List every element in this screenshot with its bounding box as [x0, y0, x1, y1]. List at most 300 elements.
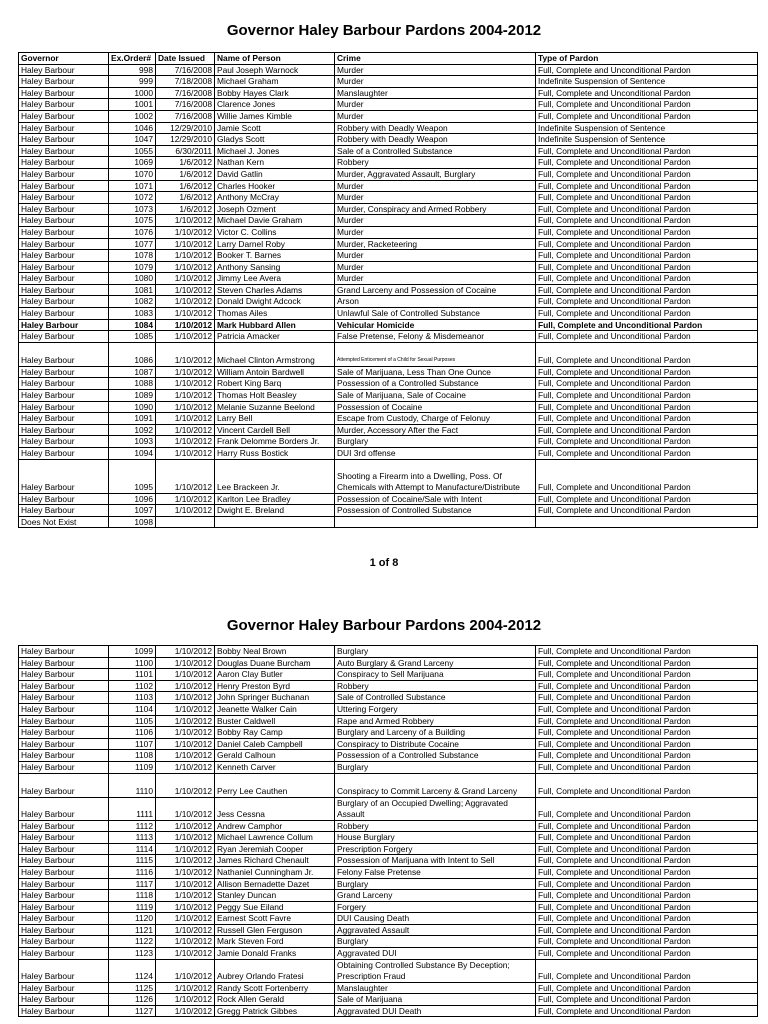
date-issued-cell: 1/10/2012	[156, 680, 215, 692]
crime-cell: Murder	[335, 180, 536, 192]
date-issued-cell: 1/10/2012	[156, 750, 215, 762]
pardon-type-cell: Full, Complete and Unconditional Pardon	[536, 157, 758, 169]
date-issued-cell: 1/10/2012	[156, 832, 215, 844]
order-number-cell: 1071	[109, 180, 156, 192]
order-number-cell: 1116	[109, 866, 156, 878]
person-name-cell: Karlton Lee Bradley	[215, 493, 335, 505]
date-issued-cell: 6/30/2011	[156, 145, 215, 157]
person-name-cell: Jimmy Lee Avera	[215, 273, 335, 285]
table-row	[19, 727, 758, 739]
governor-cell: Haley Barbour	[19, 680, 109, 692]
date-issued-cell: 1/10/2012	[156, 308, 215, 320]
date-issued-cell: 1/10/2012	[156, 901, 215, 913]
date-issued-cell: 1/10/2012	[156, 866, 215, 878]
pardon-type-cell: Full, Complete and Unconditional Pardon	[536, 959, 758, 982]
table-row	[19, 203, 758, 215]
person-name-cell: Bobby Ray Camp	[215, 727, 335, 739]
governor-cell: Haley Barbour	[19, 342, 109, 366]
table-row	[19, 413, 758, 425]
person-name-cell: Peggy Sue Eiland	[215, 901, 335, 913]
governor-cell: Haley Barbour	[19, 273, 109, 285]
order-number-cell: 1087	[109, 366, 156, 378]
table-row	[19, 516, 758, 528]
crime-cell: Felony False Pretense	[335, 866, 536, 878]
person-name-cell: David Gatlin	[215, 168, 335, 180]
person-name-cell: Perry Lee Cauthen	[215, 773, 335, 797]
person-name-cell: Rock Allen Gerald	[215, 994, 335, 1006]
order-number-cell: 1117	[109, 878, 156, 890]
pardon-type-cell: Full, Complete and Unconditional Pardon	[536, 820, 758, 832]
table-row	[19, 366, 758, 378]
person-name-cell: Gregg Patrick Gibbes	[215, 1005, 335, 1017]
crime-cell: DUI 3rd offense	[335, 448, 536, 460]
date-issued-cell: 7/16/2008	[156, 87, 215, 99]
governor-cell: Haley Barbour	[19, 948, 109, 960]
governor-cell: Haley Barbour	[19, 308, 109, 320]
crime-cell: Murder	[335, 226, 536, 238]
table-row	[19, 215, 758, 227]
order-number-cell: 1090	[109, 401, 156, 413]
order-number-cell: 1097	[109, 505, 156, 517]
order-number-cell: 1078	[109, 250, 156, 262]
person-name-cell: Michael Lawrence Collum	[215, 832, 335, 844]
person-name-cell: Jeanette Walker Cain	[215, 703, 335, 715]
order-number-cell: 1123	[109, 948, 156, 960]
date-issued-cell: 1/10/2012	[156, 296, 215, 308]
crime-cell: Sale of Controlled Substance	[335, 692, 536, 704]
crime-cell: Possession of Cocaine	[335, 401, 536, 413]
person-name-cell: Russell Glen Ferguson	[215, 924, 335, 936]
governor-cell: Haley Barbour	[19, 855, 109, 867]
governor-cell: Haley Barbour	[19, 959, 109, 982]
crime-cell: Robbery with Deadly Weapon	[335, 134, 536, 146]
governor-cell: Haley Barbour	[19, 750, 109, 762]
person-name-cell: John Springer Buchanan	[215, 692, 335, 704]
table-row	[19, 296, 758, 308]
governor-cell: Haley Barbour	[19, 692, 109, 704]
table-row	[19, 715, 758, 727]
governor-cell: Haley Barbour	[19, 180, 109, 192]
pardon-type-cell: Full, Complete and Unconditional Pardon	[536, 797, 758, 820]
date-issued-cell: 1/10/2012	[156, 727, 215, 739]
crime-cell: Murder	[335, 64, 536, 76]
order-number-cell: 1105	[109, 715, 156, 727]
governor-cell: Haley Barbour	[19, 284, 109, 296]
crime-cell: Murder	[335, 215, 536, 227]
crime-cell: Attempted Enticement of a Child for Sexual Purposes	[335, 342, 536, 366]
crime-cell: Manslaughter	[335, 87, 536, 99]
crime-cell: Sale of a Controlled Substance	[335, 145, 536, 157]
person-name-cell: Patricia Amacker	[215, 331, 335, 343]
governor-cell: Haley Barbour	[19, 436, 109, 448]
order-number-cell: 1113	[109, 832, 156, 844]
table-row	[19, 134, 758, 146]
order-number-cell: 1075	[109, 215, 156, 227]
person-name-cell: Dwight E. Breland	[215, 505, 335, 517]
governor-cell: Haley Barbour	[19, 936, 109, 948]
pardon-type-cell: Full, Complete and Unconditional Pardon	[536, 238, 758, 250]
order-number-cell: 1047	[109, 134, 156, 146]
person-name-cell: Jamie Donald Franks	[215, 948, 335, 960]
governor-cell: Haley Barbour	[19, 646, 109, 658]
pardon-type-cell: Full, Complete and Unconditional Pardon	[536, 982, 758, 994]
pardons-table-page-2	[18, 645, 758, 1017]
pardon-type-cell: Indefinite Suspension of Sentence	[536, 134, 758, 146]
crime-cell: Possession of Controlled Substance	[335, 505, 536, 517]
person-name-cell: Douglas Duane Burcham	[215, 657, 335, 669]
table-row	[19, 1005, 758, 1017]
pardon-type-cell: Full, Complete and Unconditional Pardon	[536, 110, 758, 122]
date-issued-cell: 1/10/2012	[156, 448, 215, 460]
crime-cell: Possession of a Controlled Substance	[335, 750, 536, 762]
crime-cell: Murder	[335, 273, 536, 285]
person-name-cell: Earnest Scott Favre	[215, 913, 335, 925]
table-row	[19, 459, 758, 493]
person-name-cell: Jess Cessna	[215, 797, 335, 820]
person-name-cell: Joseph Ozment	[215, 203, 335, 215]
order-number-cell: 1104	[109, 703, 156, 715]
date-issued-cell: 1/10/2012	[156, 761, 215, 773]
governor-cell: Haley Barbour	[19, 261, 109, 273]
date-issued-cell: 1/10/2012	[156, 342, 215, 366]
pardon-type-cell: Full, Complete and Unconditional Pardon	[536, 761, 758, 773]
crime-cell: Arson	[335, 296, 536, 308]
pardon-type-cell: Full, Complete and Unconditional Pardon	[536, 855, 758, 867]
order-number-cell: 1112	[109, 820, 156, 832]
person-name-cell: Booker T. Barnes	[215, 250, 335, 262]
pardon-type-cell: Full, Complete and Unconditional Pardon	[536, 413, 758, 425]
person-name-cell: Michael Davie Graham	[215, 215, 335, 227]
date-issued-cell: 1/10/2012	[156, 319, 215, 331]
order-number-cell: 1081	[109, 284, 156, 296]
person-name-cell: Victor C. Collins	[215, 226, 335, 238]
person-name-cell: Kenneth Carver	[215, 761, 335, 773]
crime-cell: Robbery with Deadly Weapon	[335, 122, 536, 134]
pardon-type-cell: Full, Complete and Unconditional Pardon	[536, 866, 758, 878]
governor-cell: Haley Barbour	[19, 99, 109, 111]
person-name-cell: Aaron Clay Butler	[215, 669, 335, 681]
table-row	[19, 192, 758, 204]
person-name-cell: Michael Graham	[215, 76, 335, 88]
order-number-cell: 1076	[109, 226, 156, 238]
order-number-cell: 1125	[109, 982, 156, 994]
crime-cell: Murder	[335, 76, 536, 88]
table-row	[19, 284, 758, 296]
governor-cell: Haley Barbour	[19, 832, 109, 844]
crime-cell: Burglary of an Occupied Dwelling; Aggravated Assault	[335, 797, 536, 820]
order-number-cell: 1103	[109, 692, 156, 704]
person-name-cell: Mark Steven Ford	[215, 936, 335, 948]
crime-cell: Escape from Custody, Charge of Felonuy	[335, 413, 536, 425]
governor-cell: Haley Barbour	[19, 866, 109, 878]
pardon-type-cell: Full, Complete and Unconditional Pardon	[536, 493, 758, 505]
column-header: Date Issued	[156, 53, 215, 65]
date-issued-cell: 1/10/2012	[156, 390, 215, 402]
person-name-cell: Donald Dwight Adcock	[215, 296, 335, 308]
order-number-cell: 1080	[109, 273, 156, 285]
date-issued-cell: 1/10/2012	[156, 646, 215, 658]
person-name-cell: Frank Delomme Borders Jr.	[215, 436, 335, 448]
date-issued-cell: 1/10/2012	[156, 424, 215, 436]
crime-cell: Manslaughter	[335, 982, 536, 994]
governor-cell: Haley Barbour	[19, 913, 109, 925]
governor-cell: Haley Barbour	[19, 203, 109, 215]
order-number-cell: 1111	[109, 797, 156, 820]
crime-cell: Burglary and Larceny of a Building	[335, 727, 536, 739]
table-row	[19, 238, 758, 250]
table-row	[19, 87, 758, 99]
pardon-type-cell: Full, Complete and Unconditional Pardon	[536, 727, 758, 739]
date-issued-cell: 1/10/2012	[156, 273, 215, 285]
crime-cell: Possession of a Controlled Substance	[335, 378, 536, 390]
governor-cell: Haley Barbour	[19, 773, 109, 797]
column-header: Name of Person	[215, 53, 335, 65]
governor-cell: Haley Barbour	[19, 331, 109, 343]
table-row	[19, 901, 758, 913]
table-row	[19, 703, 758, 715]
governor-cell: Haley Barbour	[19, 703, 109, 715]
person-name-cell: James Richard Chenault	[215, 855, 335, 867]
date-issued-cell: 12/29/2010	[156, 134, 215, 146]
crime-cell: Rape and Armed Robbery	[335, 715, 536, 727]
governor-cell: Haley Barbour	[19, 145, 109, 157]
governor-cell: Haley Barbour	[19, 1005, 109, 1017]
table-row	[19, 64, 758, 76]
table-row	[19, 878, 758, 890]
date-issued-cell: 1/10/2012	[156, 1005, 215, 1017]
pardon-type-cell: Full, Complete and Unconditional Pardon	[536, 692, 758, 704]
order-number-cell: 1101	[109, 669, 156, 681]
crime-cell: Burglary	[335, 936, 536, 948]
crime-cell	[335, 516, 536, 528]
governor-cell: Haley Barbour	[19, 110, 109, 122]
crime-cell: DUI Causing Death	[335, 913, 536, 925]
pardon-type-cell: Full, Complete and Unconditional Pardon	[536, 505, 758, 517]
governor-cell: Haley Barbour	[19, 413, 109, 425]
governor-cell: Haley Barbour	[19, 459, 109, 493]
pardon-type-cell: Full, Complete and Unconditional Pardon	[536, 145, 758, 157]
pardon-type-cell: Full, Complete and Unconditional Pardon	[536, 703, 758, 715]
date-issued-cell: 7/16/2008	[156, 64, 215, 76]
order-number-cell: 1118	[109, 890, 156, 902]
page-indicator: 1 of 8	[369, 557, 399, 569]
pardon-type-cell: Full, Complete and Unconditional Pardon	[536, 750, 758, 762]
order-number-cell: 1115	[109, 855, 156, 867]
crime-cell: Murder, Aggravated Assault, Burglary	[335, 168, 536, 180]
pardon-type-cell: Full, Complete and Unconditional Pardon	[536, 168, 758, 180]
person-name-cell: Jamie Scott	[215, 122, 335, 134]
governor-cell: Haley Barbour	[19, 134, 109, 146]
crime-cell: Burglary	[335, 646, 536, 658]
crime-cell: False Pretense, Felony & Misdemeanor	[335, 331, 536, 343]
person-name-cell: Anthony McCray	[215, 192, 335, 204]
governor-cell: Haley Barbour	[19, 215, 109, 227]
date-issued-cell: 7/16/2008	[156, 110, 215, 122]
order-number-cell: 1124	[109, 959, 156, 982]
crime-cell: Conspiracy to Sell Marijuana	[335, 669, 536, 681]
order-number-cell: 1084	[109, 319, 156, 331]
person-name-cell: Nathan Kern	[215, 157, 335, 169]
table-row	[19, 692, 758, 704]
pardon-type-cell: Full, Complete and Unconditional Pardon	[536, 843, 758, 855]
person-name-cell: Harry Russ Bostick	[215, 448, 335, 460]
date-issued-cell: 1/10/2012	[156, 493, 215, 505]
table-row	[19, 424, 758, 436]
crime-cell: Prescription Forgery	[335, 843, 536, 855]
date-issued-cell: 1/10/2012	[156, 890, 215, 902]
crime-cell: Grand Larceny	[335, 890, 536, 902]
table-row	[19, 319, 758, 331]
pardon-type-cell: Full, Complete and Unconditional Pardon	[536, 284, 758, 296]
table-row	[19, 145, 758, 157]
table-row	[19, 866, 758, 878]
pardon-type-cell: Full, Complete and Unconditional Pardon	[536, 738, 758, 750]
order-number-cell: 1114	[109, 843, 156, 855]
governor-cell: Haley Barbour	[19, 738, 109, 750]
person-name-cell: Vincent Cardell Bell	[215, 424, 335, 436]
date-issued-cell: 1/10/2012	[156, 820, 215, 832]
pardon-type-cell	[536, 516, 758, 528]
date-issued-cell: 1/10/2012	[156, 238, 215, 250]
pardon-type-cell: Full, Complete and Unconditional Pardon	[536, 401, 758, 413]
order-number-cell: 1092	[109, 424, 156, 436]
governor-cell: Haley Barbour	[19, 761, 109, 773]
table-row	[19, 832, 758, 844]
crime-cell: Robbery	[335, 680, 536, 692]
pardon-type-cell: Full, Complete and Unconditional Pardon	[536, 366, 758, 378]
crime-cell: Burglary	[335, 878, 536, 890]
crime-cell: Murder, Accessory After the Fact	[335, 424, 536, 436]
person-name-cell: Stanley Duncan	[215, 890, 335, 902]
pardon-type-cell: Full, Complete and Unconditional Pardon	[536, 924, 758, 936]
person-name-cell	[215, 516, 335, 528]
person-name-cell: Mark Hubbard Allen	[215, 319, 335, 331]
order-number-cell: 1098	[109, 516, 156, 528]
person-name-cell: Larry Darnel Roby	[215, 238, 335, 250]
pardon-type-cell: Full, Complete and Unconditional Pardon	[536, 87, 758, 99]
date-issued-cell: 7/18/2008	[156, 76, 215, 88]
crime-cell: Sale of Marijuana	[335, 994, 536, 1006]
date-issued-cell: 1/10/2012	[156, 459, 215, 493]
date-issued-cell: 1/6/2012	[156, 157, 215, 169]
pardon-type-cell: Full, Complete and Unconditional Pardon	[536, 390, 758, 402]
pardon-type-cell: Full, Complete and Unconditional Pardon	[536, 669, 758, 681]
governor-cell: Haley Barbour	[19, 890, 109, 902]
table-row	[19, 76, 758, 88]
person-name-cell: Michael Clinton Armstrong	[215, 342, 335, 366]
column-header: Ex.Order#	[109, 53, 156, 65]
table-row	[19, 855, 758, 867]
table-row	[19, 948, 758, 960]
pardon-type-cell: Full, Complete and Unconditional Pardon	[536, 936, 758, 948]
date-issued-cell: 1/10/2012	[156, 669, 215, 681]
governor-cell: Haley Barbour	[19, 319, 109, 331]
governor-cell: Haley Barbour	[19, 448, 109, 460]
table-row	[19, 505, 758, 517]
order-number-cell: 1083	[109, 308, 156, 320]
person-name-cell: Bobby Neal Brown	[215, 646, 335, 658]
crime-cell: Uttering Forgery	[335, 703, 536, 715]
table-row	[19, 168, 758, 180]
crime-cell: Murder	[335, 192, 536, 204]
order-number-cell: 1072	[109, 192, 156, 204]
table-row	[19, 913, 758, 925]
date-issued-cell	[156, 516, 215, 528]
pardon-type-cell: Full, Complete and Unconditional Pardon	[536, 226, 758, 238]
person-name-cell: William Antoin Bardwell	[215, 366, 335, 378]
order-number-cell: 1000	[109, 87, 156, 99]
order-number-cell: 1096	[109, 493, 156, 505]
order-number-cell: 1002	[109, 110, 156, 122]
date-issued-cell: 1/10/2012	[156, 366, 215, 378]
order-number-cell: 1102	[109, 680, 156, 692]
order-number-cell: 1093	[109, 436, 156, 448]
pardon-type-cell: Full, Complete and Unconditional Pardon	[536, 64, 758, 76]
pardons-table-page-1	[18, 52, 758, 528]
crime-cell: Vehicular Homicide	[335, 319, 536, 331]
crime-cell: Murder	[335, 261, 536, 273]
order-number-cell: 1094	[109, 448, 156, 460]
person-name-cell: Buster Caldwell	[215, 715, 335, 727]
table-row	[19, 959, 758, 982]
crime-cell: Murder	[335, 110, 536, 122]
table-row	[19, 738, 758, 750]
table-row	[19, 273, 758, 285]
governor-cell: Haley Barbour	[19, 820, 109, 832]
crime-cell: Burglary	[335, 761, 536, 773]
table-row	[19, 761, 758, 773]
crime-cell: Murder, Conspiracy and Armed Robbery	[335, 203, 536, 215]
date-issued-cell: 1/10/2012	[156, 250, 215, 262]
date-issued-cell: 1/10/2012	[156, 994, 215, 1006]
table-row	[19, 820, 758, 832]
person-name-cell: Allison Bernadette Dazet	[215, 878, 335, 890]
date-issued-cell: 1/10/2012	[156, 331, 215, 343]
date-issued-cell: 12/29/2010	[156, 122, 215, 134]
table-row	[19, 261, 758, 273]
order-number-cell: 1070	[109, 168, 156, 180]
order-number-cell: 1046	[109, 122, 156, 134]
pardon-type-cell: Full, Complete and Unconditional Pardon	[536, 901, 758, 913]
order-number-cell: 999	[109, 76, 156, 88]
pardon-type-cell: Full, Complete and Unconditional Pardon	[536, 657, 758, 669]
person-name-cell: Thomas Ailes	[215, 308, 335, 320]
crime-cell: Obtaining Controlled Substance By Deception; Prescription Fraud	[335, 959, 536, 982]
person-name-cell: Nathaniel Cunningham Jr.	[215, 866, 335, 878]
table-row	[19, 331, 758, 343]
person-name-cell: Henry Preston Byrd	[215, 680, 335, 692]
pardon-type-cell: Full, Complete and Unconditional Pardon	[536, 715, 758, 727]
governor-cell: Haley Barbour	[19, 994, 109, 1006]
pardon-type-cell: Full, Complete and Unconditional Pardon	[536, 913, 758, 925]
pardon-type-cell: Full, Complete and Unconditional Pardon	[536, 948, 758, 960]
person-name-cell: Aubrey Orlando Fratesi	[215, 959, 335, 982]
pardon-type-cell: Full, Complete and Unconditional Pardon	[536, 342, 758, 366]
crime-cell: Possession of Marijuana with Intent to Sell	[335, 855, 536, 867]
table-row	[19, 99, 758, 111]
table-row	[19, 180, 758, 192]
date-issued-cell: 1/10/2012	[156, 982, 215, 994]
order-number-cell: 1088	[109, 378, 156, 390]
pardon-type-cell: Full, Complete and Unconditional Pardon	[536, 261, 758, 273]
person-name-cell: Daniel Caleb Campbell	[215, 738, 335, 750]
table-row	[19, 342, 758, 366]
page-title: Governor Haley Barbour Pardons 2004-2012	[226, 22, 542, 39]
date-issued-cell: 1/10/2012	[156, 703, 215, 715]
person-name-cell: Andrew Camphor	[215, 820, 335, 832]
table-row	[19, 448, 758, 460]
order-number-cell: 1100	[109, 657, 156, 669]
